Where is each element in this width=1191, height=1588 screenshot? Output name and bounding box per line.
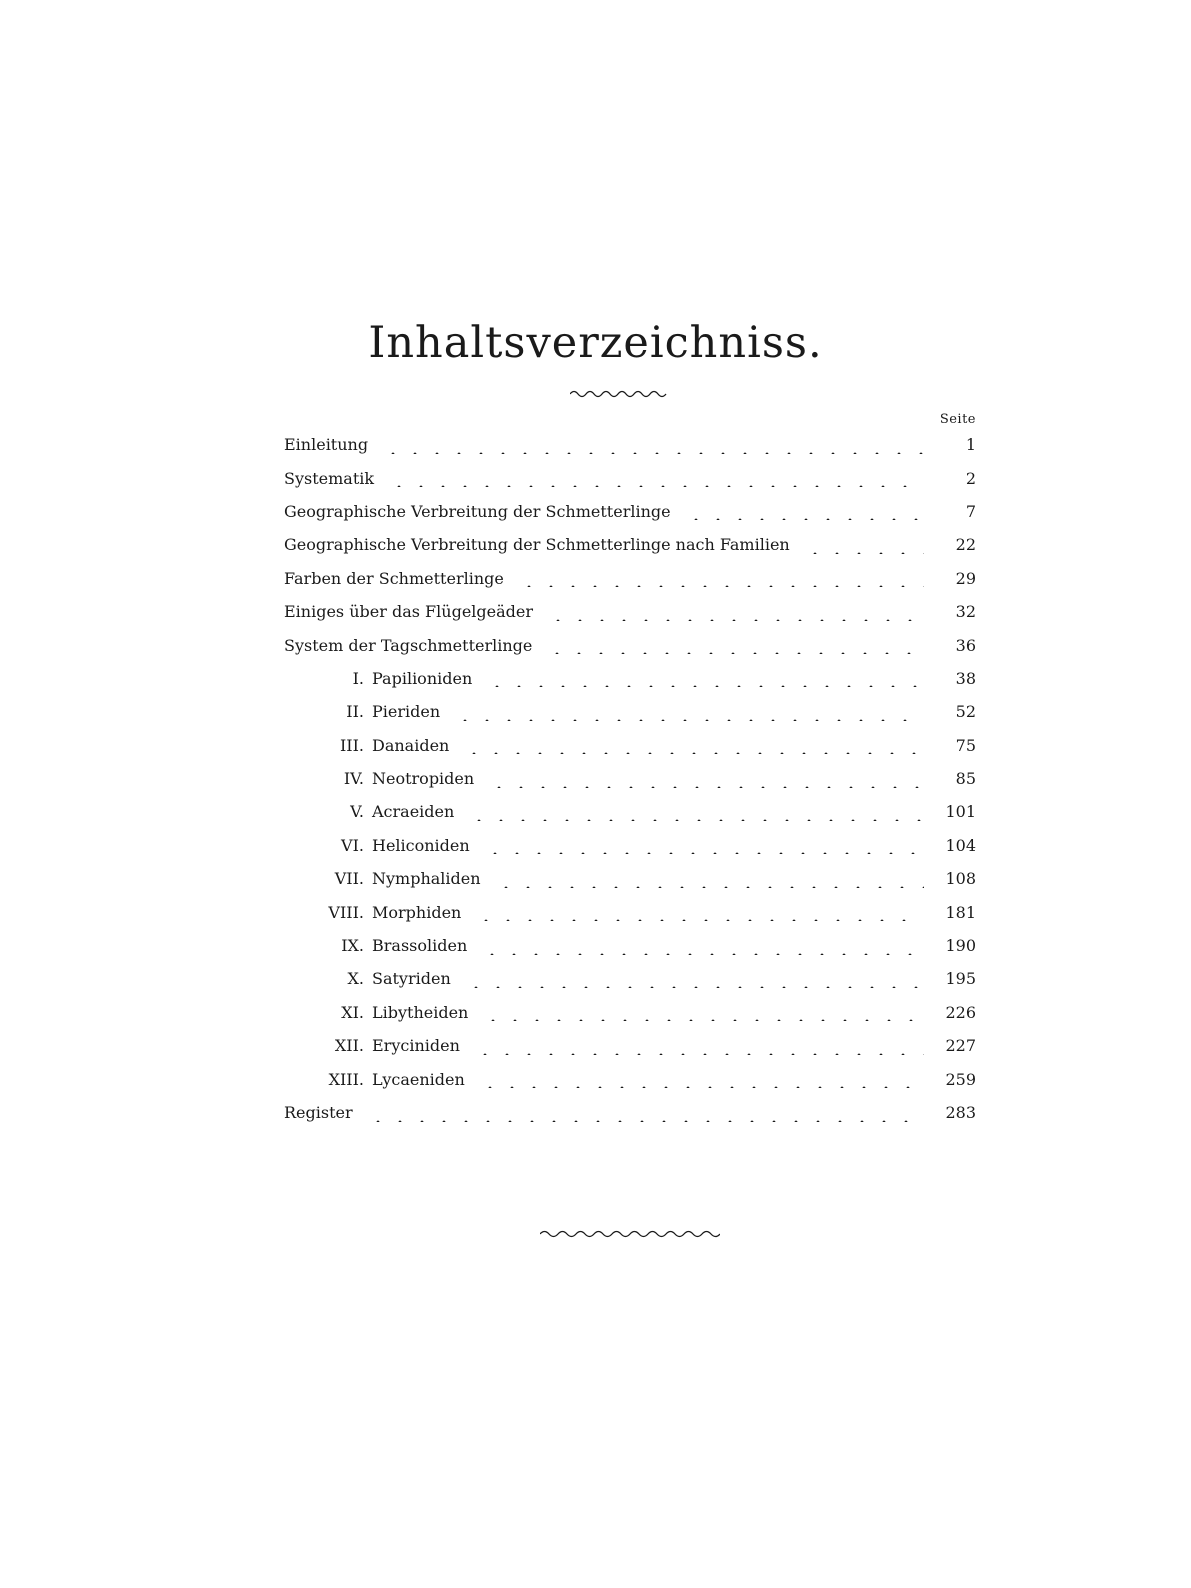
toc-page-number: 226 (945, 1002, 976, 1022)
toc-entry-title: Pieriden (372, 702, 441, 722)
toc-roman-numeral: VIII. (328, 902, 364, 922)
dot-leader (475, 937, 924, 955)
toc-roman-numeral: I. (352, 668, 364, 688)
toc-entry-title: Geographische Verbreitung der Schmetterlinge nach Familien (284, 535, 790, 555)
toc-page-number: 36 (955, 635, 976, 655)
toc-entry-title: Brassoliden (372, 936, 468, 956)
toc-entry-title: Einiges über das Flügelgeäder (284, 602, 534, 622)
toc-roman-numeral: II. (346, 702, 364, 722)
toc-row (284, 495, 976, 528)
dot-leader (482, 770, 924, 788)
toc-entry-title: Lycaeniden (372, 1069, 465, 1089)
dot-leader (489, 870, 924, 888)
toc-roman-numeral: XII. (334, 1036, 364, 1056)
toc-page-number: 190 (945, 936, 976, 956)
dot-leader (469, 903, 924, 921)
toc-row (284, 962, 976, 995)
toc-page-number: 181 (945, 902, 976, 922)
toc-page-number: 75 (955, 735, 976, 755)
page-title: Inhaltsverzeichniss. (368, 318, 823, 368)
dot-leader (541, 603, 924, 621)
toc-row (284, 762, 976, 795)
toc-entry-title: Eryciniden (372, 1036, 460, 1056)
toc-page-number: 108 (945, 869, 976, 889)
toc-entry-title: Libytheiden (372, 1002, 469, 1022)
toc-row (284, 428, 976, 461)
toc-entry-title: Nymphaliden (372, 869, 481, 889)
dot-leader (459, 970, 924, 988)
dot-leader (376, 436, 924, 454)
toc-roman-numeral: IX. (341, 936, 364, 956)
toc-row (284, 1029, 976, 1062)
dot-leader (476, 1003, 924, 1021)
toc-row (284, 795, 976, 828)
dot-leader (798, 536, 924, 554)
toc-roman-numeral: VI. (341, 835, 364, 855)
toc-page-number: 283 (945, 1103, 976, 1122)
toc-row (284, 562, 976, 595)
dot-leader (473, 1070, 924, 1088)
dot-leader (540, 636, 924, 654)
toc-roman-numeral: V. (350, 802, 364, 822)
dot-leader (480, 669, 924, 687)
toc-entry-title: Register (284, 1103, 353, 1122)
toc-roman-numeral: XI. (341, 1002, 364, 1022)
toc-row (284, 895, 976, 928)
toc-entry-title: Einleitung (284, 435, 369, 455)
toc-roman-numeral: III. (339, 735, 364, 755)
toc-entry-title: Heliconiden (372, 835, 470, 855)
toc-page-number: 22 (955, 535, 976, 555)
toc-entry-title: Acraeiden (372, 802, 455, 822)
toc-row (284, 461, 976, 494)
toc-entry-title: Neotropiden (372, 769, 475, 789)
toc-roman-numeral: VII. (334, 869, 364, 889)
toc-roman-numeral: X. (347, 969, 364, 989)
wave-ornament-bottom (540, 1228, 720, 1240)
toc-row (284, 729, 976, 762)
toc-row (284, 862, 976, 895)
page-column-header: Seite (939, 412, 976, 427)
toc-page-number: 29 (955, 568, 976, 588)
toc-entry-title: Geographische Verbreitung der Schmetterlinge (284, 501, 671, 521)
toc-page-number: 32 (955, 602, 976, 622)
toc-row (284, 996, 976, 1029)
toc-row (284, 1096, 976, 1129)
toc-row (284, 929, 976, 962)
dot-leader (478, 836, 924, 854)
toc-entry-title: System der Tagschmetterlinge (284, 635, 533, 655)
dot-leader (462, 803, 924, 821)
toc-page-number: 7 (965, 501, 976, 521)
toc-entry-title: Systematik (284, 468, 375, 488)
toc-row (284, 829, 976, 862)
toc-row (284, 1062, 976, 1095)
table-of-contents (284, 428, 976, 1129)
toc-row (284, 695, 976, 728)
dot-leader (512, 569, 924, 587)
toc-entry-title: Satyriden (372, 969, 451, 989)
wave-ornament-top (570, 388, 670, 400)
toc-page-number: 1 (965, 435, 976, 455)
dot-leader (457, 736, 924, 754)
dot-leader (361, 1104, 924, 1122)
toc-page-number: 52 (955, 702, 976, 722)
toc-page-number: 85 (955, 769, 976, 789)
toc-roman-numeral: XIII. (328, 1069, 364, 1089)
toc-page-number: 38 (955, 668, 976, 688)
toc-page-number: 104 (945, 835, 976, 855)
toc-page-number: 101 (945, 802, 976, 822)
toc-row (284, 528, 976, 561)
toc-page-number: 259 (945, 1069, 976, 1089)
toc-row (284, 662, 976, 695)
toc-page-number: 227 (945, 1036, 976, 1056)
dot-leader (468, 1037, 924, 1055)
dot-leader (382, 469, 924, 487)
toc-roman-numeral: IV. (343, 769, 364, 789)
dot-leader (679, 502, 924, 520)
toc-row (284, 628, 976, 661)
dot-leader (448, 703, 924, 721)
toc-entry-title: Danaiden (372, 735, 450, 755)
toc-entry-title: Morphiden (372, 902, 462, 922)
toc-row (284, 595, 976, 628)
toc-page-number: 195 (945, 969, 976, 989)
toc-page-number: 2 (965, 468, 976, 488)
toc-entry-title: Farben der Schmetterlinge (284, 568, 504, 588)
toc-entry-title: Papilioniden (372, 668, 473, 688)
